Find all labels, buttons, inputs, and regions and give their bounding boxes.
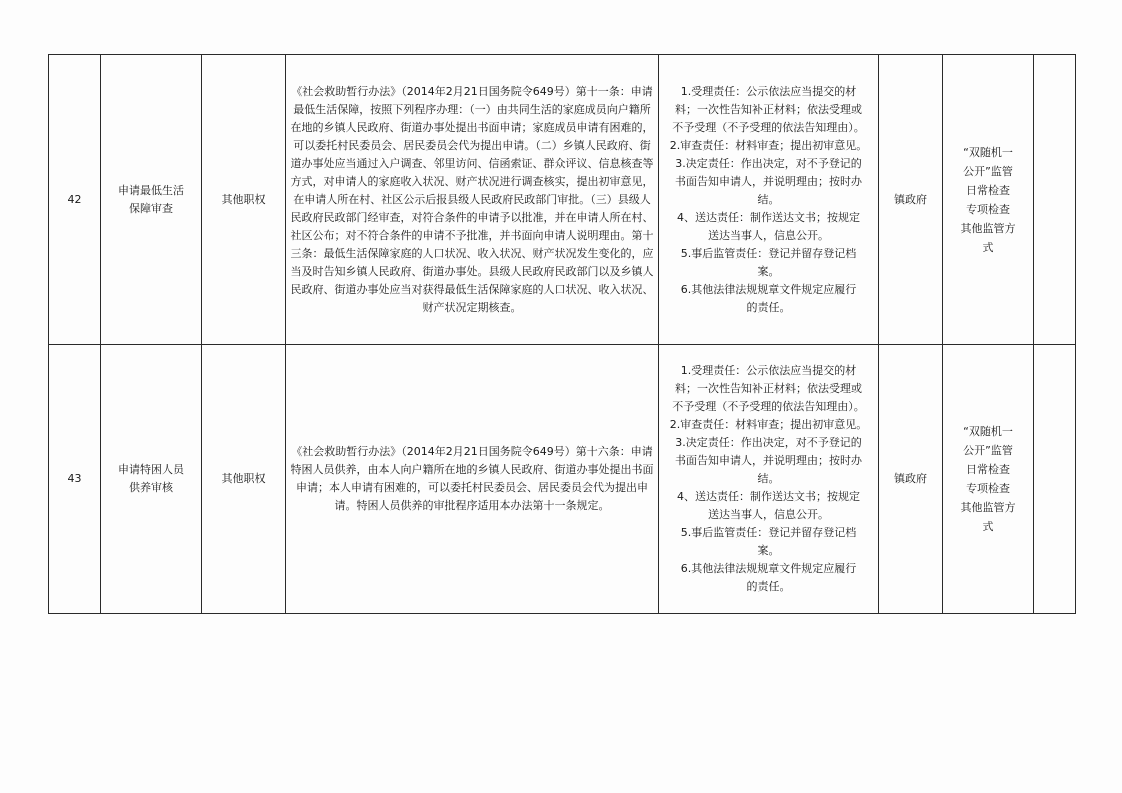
supervision-line: 日常检查 [966,183,1010,197]
responsibility-line: 的责任。 [746,300,791,314]
responsibility-line: 3.决定责任：作出决定，对不予登记的 [675,436,862,449]
legal-basis: 《社会救助暂行办法》（2014年2月21日国务院令649号）第十一条：申请最低生活保障，按照下列程序办理：（一）由共同生活的家庭成员向户籍所在地的乡镇人民政府、街道办事处提出书面申请；家庭成员申请有困难的，可以委托村民委员会、居民委员会代为提出申请。（二）乡镇人民政府、街道办事处应当通过入户调查、邻里访问、信函索证、群众评议、信息核查等方式，对申请人的家庭收入状况、财产状况进行调查核实，提出初审意见，在申请人所在村、社区公示后报县级人民政府民政部门审批。（三）县级人民政府民政部门经审查，对符合条件的申请予以批准，并在申请人所在村、社区公布；对不符合条件的申请不予批准，并书面向申请人说明理由。第十三条：最低生活保障家庭的人口状况、收入状况、财产状况发生变化的，应当及时告知乡镇人民政府、街道办事处。县级人民政府民政部门以及乡镇人民政府、街道办事处应当对获得最低生活保障家庭的人口状况、收入状况、财产状况定期核查。 [286,55,659,345]
item-name [101,345,202,614]
supervision-line: “双随机一 [963,425,1013,438]
item-category: 其他职权 [202,55,286,345]
responsibility-line: 书面告知申请人，并说明理由；按时办 [675,454,862,467]
responsibility-line: 4、送达责任：制作送达文书；按规定 [677,490,860,503]
responsibility-line: 不予受理（不予受理的依法告知理由）。 [672,400,865,413]
legal-basis: 《社会救助暂行办法》（2014年2月21日国务院令649号）第十六条：申请特困人员供养，由本人向户籍所在地的乡镇人民政府、街道办事处提出书面申请；本人申请有困难的，可以委托村民委员会、居民委员会代为提出申请。特困人员供养的审批程序适用本办法第十一条规定。 [286,345,659,614]
item-category: 其他职权 [202,345,286,614]
remark-cell [1034,55,1076,345]
responsibility-line: 1.受理责任：公示依法应当提交的材 [680,84,857,98]
responsibility-line: 6.其他法律法规规章文件规定应履行 [680,282,857,296]
item-number: 42 [49,55,101,345]
power-list-table [48,54,1076,614]
supervision-line: 公开”监管 [963,164,1013,178]
item-number: 43 [49,345,101,614]
item-name-line: 供养审核 [129,481,173,494]
implementing-body: 镇政府 [879,55,943,345]
item-name-line: 申请特困人员 [118,463,184,476]
item-name [101,55,202,345]
responsibility-line: 结。 [757,472,780,485]
supervision-line: “双随机一 [963,145,1013,159]
supervision-line: 日常检查 [966,463,1010,476]
supervision-line: 专项检查 [966,482,1010,495]
responsibility-line: 料；一次性告知补正材料；依法受理或 [675,382,862,395]
supervision-line: 专项检查 [966,202,1010,216]
responsibility-line: 1.受理责任：公示依法应当提交的材 [680,364,857,377]
implementing-body: 镇政府 [879,345,943,614]
responsibility-line: 料；一次性告知补正材料；依法受理或 [675,102,862,116]
responsibility-line: 4、送达责任：制作送达文书；按规定 [677,210,860,224]
responsibility-line: 2.审查责任：材料审查；提出初审意见。 [669,138,868,152]
responsibility-line: 书面告知申请人，并说明理由；按时办 [675,174,862,188]
responsibility-list [659,345,879,614]
responsibility-line: 结。 [757,192,780,206]
supervision-methods [943,345,1034,614]
responsibility-line: 2.审查责任：材料审查；提出初审意见。 [669,418,868,431]
responsibility-line: 案。 [757,264,780,278]
responsibility-line: 6.其他法律法规规章文件规定应履行 [680,562,857,575]
responsibility-line: 送达当事人，信息公开。 [708,228,829,242]
responsibility-line: 案。 [757,544,780,557]
item-name-line: 申请最低生活 [118,183,184,197]
supervision-methods [943,55,1034,345]
table-row [49,55,1076,345]
item-name-line: 保障审查 [129,201,173,215]
supervision-line: 其他监管方 [960,221,1016,235]
supervision-line: 公开”监管 [963,444,1013,457]
responsibility-line: 不予受理（不予受理的依法告知理由）。 [672,120,865,134]
responsibility-line: 送达当事人，信息公开。 [708,508,829,521]
responsibility-list [659,55,879,345]
table-row [49,345,1076,614]
responsibility-line: 5.事后监管责任：登记并留存登记档 [680,526,857,539]
responsibility-line: 的责任。 [746,580,791,593]
supervision-line: 其他监管方 [960,501,1016,514]
responsibility-line: 3.决定责任：作出决定，对不予登记的 [675,156,862,170]
responsibility-line: 5.事后监管责任：登记并留存登记档 [680,246,857,260]
supervision-line: 式 [982,240,994,254]
supervision-line: 式 [982,520,994,533]
remark-cell [1034,345,1076,614]
